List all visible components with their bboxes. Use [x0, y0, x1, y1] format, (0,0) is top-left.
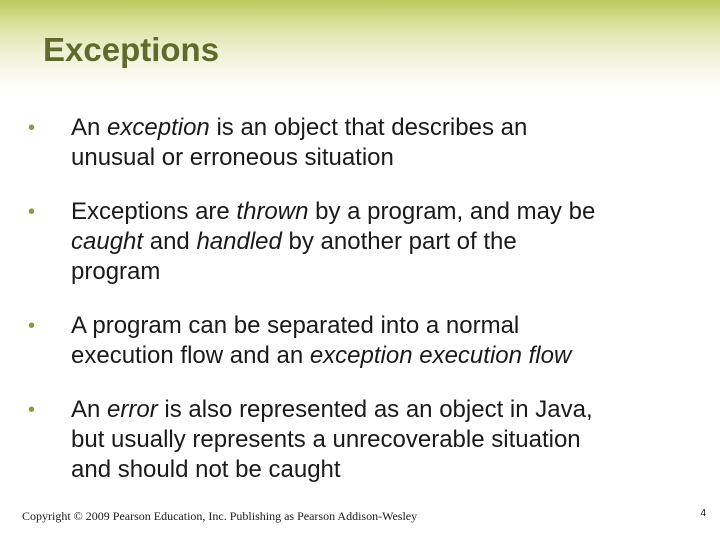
bullet-dot-icon: • — [28, 201, 36, 223]
bullet-item — [28, 311, 700, 371]
bullet-run: execution flow and an — [71, 342, 310, 369]
bullet-emphasis: exception — [107, 114, 210, 141]
bullet-run: unusual or erroneous situation — [71, 144, 394, 171]
bullet-run: by a program, and may be — [308, 198, 596, 225]
bullet-run: and should not be caught — [71, 456, 341, 483]
bullet-list — [28, 113, 700, 509]
bullet-text — [71, 114, 527, 171]
bullet-dot-icon: • — [28, 315, 36, 337]
bullet-run: is also represented as an object in Java, — [157, 396, 593, 423]
bullet-emphasis: exception execution flow — [309, 342, 572, 369]
bullet-run: An — [71, 114, 108, 141]
bullet-emphasis: thrown — [236, 198, 309, 225]
slide-title: Exceptions — [43, 31, 220, 68]
bullet-run: is an object that describes an — [209, 114, 528, 141]
bullet-item — [28, 395, 700, 485]
bullet-run: and — [143, 228, 197, 255]
bullet-emphasis: handled — [196, 228, 282, 255]
bullet-text — [71, 312, 571, 369]
bullet-run: A program can be separated into a normal — [71, 312, 520, 339]
footer-copyright: Copyright © 2009 Pearson Education, Inc. Publishing as Pearson Addison-Wesley — [22, 509, 418, 523]
bullet-run: program — [71, 258, 161, 285]
bullet-item — [28, 113, 700, 173]
bullet-run: Exceptions are — [71, 198, 237, 225]
bullet-emphasis: error — [107, 396, 158, 423]
bullet-text — [71, 198, 595, 285]
bullet-item — [28, 197, 700, 287]
bullet-run: by another part of the — [281, 228, 517, 255]
bullet-dot-icon: • — [28, 399, 36, 421]
bullet-emphasis: caught — [71, 228, 144, 255]
bullet-run: An — [71, 396, 108, 423]
page-number: 4 — [700, 508, 706, 519]
bullet-run: but usually represents a unrecoverable situation — [71, 426, 581, 453]
bullet-dot-icon: • — [28, 117, 36, 139]
bullet-text — [71, 396, 593, 483]
